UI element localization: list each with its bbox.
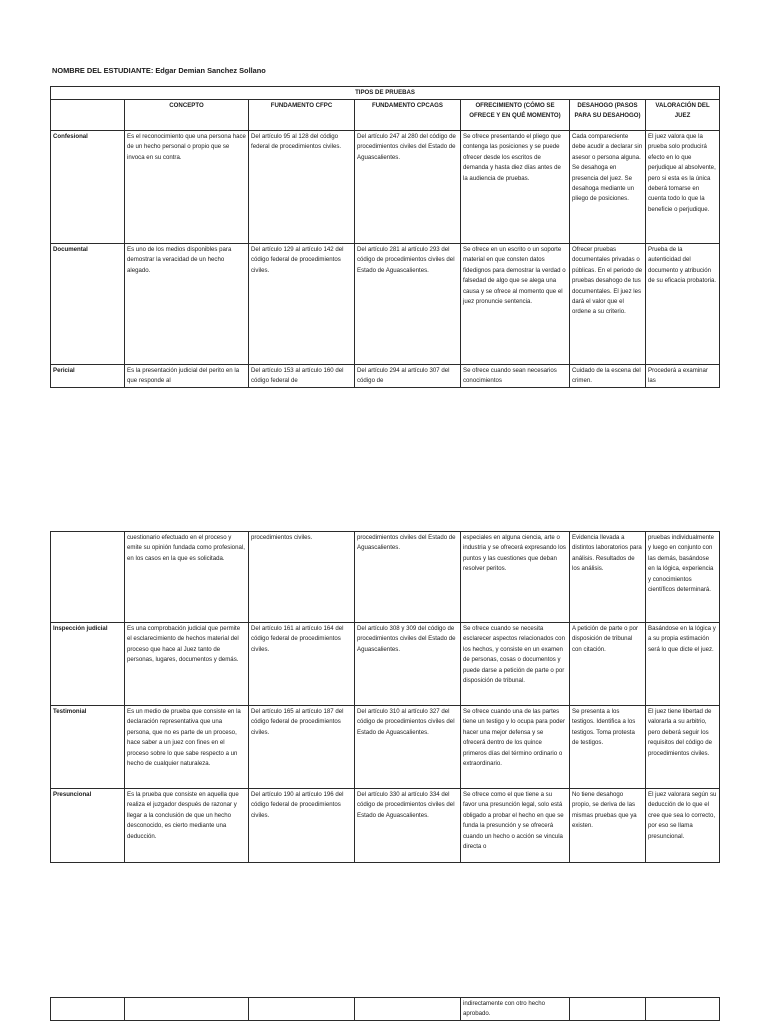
table-cell: Se ofrece presentando el pliego que contenga las posiciones y se puede ofrecer desde los escritos de demanda y hasta diez días antes de la audiencia de pruebas. (461, 131, 570, 244)
table-cell: Del artículo 310 al artículo 327 del código de procedimientos civiles del Estado de Aguascalientes. (355, 706, 461, 789)
evidence-types-table-page-1 (50, 86, 720, 388)
row-name-cell: Testimonial (51, 706, 125, 789)
table-row (51, 998, 720, 1021)
table-cell: El juez valora que la prueba solo producirá efecto en lo que perjudique al absolvente, pero si esta es la única deberá tomarse en cuenta todo lo que la beneficie o perjudique. (646, 131, 720, 244)
table-cell: Se ofrece en un escrito o un soporte material en que consten datos fidedignos para demostrar la verdad o falsedad de algo que se alega una causa y se ofrece al momento que el juez pronuncie sentencia. (461, 244, 570, 365)
table-cell: Del artículo 294 al artículo 307 del código de (355, 365, 461, 388)
header-concepto: CONCEPTO (125, 100, 249, 131)
table-cell: El juez tiene libertad de valorarla a su arbitrio, pero deberá seguir los requisitos del código de procedimientos civiles. (646, 706, 720, 789)
header-desahogo: DESAHOGO (PASOS PARA SU DESAHOGO) (570, 100, 646, 131)
table-cell: Se ofrece cuando sean necesarios conocimientos (461, 365, 570, 388)
row-name-cell (51, 998, 125, 1021)
row-name-cell (51, 532, 125, 623)
table-header-row (51, 100, 720, 131)
table-cell: Basándose en la lógica y a su propia estimación será lo que dicte el juez. (646, 623, 720, 706)
table-cell: Es la prueba que consiste en aquella que realiza el juzgador después de razonar y llegar a la conclusión de que un hecho desconocido, es cierto mediante una deducción. (125, 789, 249, 863)
evidence-types-table-page-2 (50, 531, 720, 863)
table-title: TIPOS DE PRUEBAS (51, 87, 720, 100)
table-cell: especiales en alguna ciencia, arte o industria y se ofrecerá expresando los puntos y las cuestiones que deban resolver peritos. (461, 532, 570, 623)
table-row (51, 706, 720, 789)
row-name-cell: Confesional (51, 131, 125, 244)
table-row (51, 532, 720, 623)
table-cell (125, 998, 249, 1021)
table-row (51, 244, 720, 365)
evidence-types-table-page-3 (50, 997, 720, 1021)
table-cell: indirectamente con otro hecho aprobado. (461, 998, 570, 1021)
table-cell: Cada compareciente debe acudir a declarar sin asesor o persona alguna. Se desahoga en presencia del juez. Se desahoga mediante un pliego de posiciones. (570, 131, 646, 244)
table-cell: A petición de parte o por disposición de tribunal con citación. (570, 623, 646, 706)
header-fundamento-cfpc: FUNDAMENTO CFPC (249, 100, 355, 131)
table-cell: Del artículo 153 al artículo 160 del código federal de (249, 365, 355, 388)
table-cell: Cuidado de la escena del crimen. (570, 365, 646, 388)
table-cell: Se ofrece como el que tiene a su favor una presunción legal, solo está obligado a probar el hecho en que se funda la presunción y se ofrecerá cuando un hecho o acción se vincula directa o (461, 789, 570, 863)
table-cell: Del artículo 95 al 128 del código federal de procedimientos civiles. (249, 131, 355, 244)
table-cell: Se ofrece cuando se necesita esclarecer aspectos relacionados con los hechos, y consiste en un examen de personas, cosas o documentos y puede darse a petición de parte o por disposición de tribunal. (461, 623, 570, 706)
table-cell: Del artículo 165 al artículo 187 del código federal de procedimientos civiles. (249, 706, 355, 789)
table-cell: Es un medio de prueba que consiste en la declaración representativa que una persona, que no es parte de un proceso, hace saber a un juez con fines en el proceso sobre lo que sabe respecto a un hecho de cualquier naturaleza. (125, 706, 249, 789)
header-valoracion: VALORACIÓN DEL JUEZ (646, 100, 720, 131)
table-cell: Del artículo 308 y 309 del código de procedimientos civiles del Estado de Aguascalientes. (355, 623, 461, 706)
table-cell: Ofrecer pruebas documentales privadas o públicas. En el periodo de pruebas desahogo de tus documentales. El juez les dará el valor que el ordene a su criterio. (570, 244, 646, 365)
table-cell: Del artículo 247 al 280 del código de procedimientos civiles del Estado de Aguascalientes. (355, 131, 461, 244)
table-row (51, 365, 720, 388)
table-cell: pruebas individualmente y luego en conjunto con las demás, basándose en la lógica, experiencia y conocimientos científicos determinará. (646, 532, 720, 623)
table-row (51, 623, 720, 706)
table-cell: Del artículo 330 al artículo 334 del código de procedimientos civiles del Estado de Aguascalientes. (355, 789, 461, 863)
table-cell: El juez valorara según su deducción de lo que el cree que sea lo correcto, por eso se llama presuncional. (646, 789, 720, 863)
table-cell: procedimientos civiles del Estado de Aguascalientes. (355, 532, 461, 623)
row-name-cell: Documental (51, 244, 125, 365)
table-cell (646, 998, 720, 1021)
table-cell: Del artículo 281 al artículo 293 del código de procedimientos civiles del Estado de Aguascalientes. (355, 244, 461, 365)
table-cell: Prueba de la autenticidad del documento y atribución de su eficacia probatoria. (646, 244, 720, 365)
table-cell (355, 998, 461, 1021)
header-empty-cell (51, 100, 125, 131)
table-row (51, 789, 720, 863)
table-cell: Se presenta a los testigos. Identifica a los testigos. Toma protesta de testigos. (570, 706, 646, 789)
table-cell: procedimientos civiles. (249, 532, 355, 623)
row-name-cell: Presuncional (51, 789, 125, 863)
student-name-line: NOMBRE DEL ESTUDIANTE: Edgar Demian Sanchez Sollano (52, 66, 266, 75)
table-cell: Evidencia llevada a distintos laboratorios para análisis. Resultados de los análisis. (570, 532, 646, 623)
table-cell: Es el reconocimiento que una persona hace de un hecho personal o propio que se invoca en su contra. (125, 131, 249, 244)
row-name-cell: Pericial (51, 365, 125, 388)
row-name-cell: Inspección judicial (51, 623, 125, 706)
table-cell: Del artículo 129 al artículo 142 del código federal de procedimientos civiles. (249, 244, 355, 365)
table-cell (249, 998, 355, 1021)
header-ofrecimiento: OFRECIMIENTO (CÓMO SE OFRECE Y EN QUÉ MOMENTO) (461, 100, 570, 131)
table-cell (570, 998, 646, 1021)
table-cell: Es uno de los medios disponibles para demostrar la veracidad de un hecho alegado. (125, 244, 249, 365)
table-title-row (51, 87, 720, 100)
table-cell: Procederá a examinar las (646, 365, 720, 388)
table-cell: Es una comprobación judicial que permite el esclarecimiento de hechos material del proceso que hace al Juez tanto de personas, lugares, documentos y demás. (125, 623, 249, 706)
table-cell: Se ofrece cuando una de las partes tiene un testigo y lo ocupa para poder hacer una mejor defensa y se ofrecerá dentro de los quince primeros días del término ordinario o extraordinario. (461, 706, 570, 789)
header-fundamento-cpcags: FUNDAMENTO CPCAGS (355, 100, 461, 131)
table-cell: Del artículo 190 al artículo 196 del código federal de procedimientos civiles. (249, 789, 355, 863)
table-cell: No tiene desahogo propio, se deriva de las mismas pruebas que ya existen. (570, 789, 646, 863)
table-cell: cuestionario efectuado en el proceso y emite su opinión fundada como profesional, en los casos en la que es solicitada. (125, 532, 249, 623)
table-cell: Es la presentación judicial del perito en la que responde al (125, 365, 249, 388)
table-cell: Del artículo 161 al artículo 164 del código federal de procedimientos civiles. (249, 623, 355, 706)
table-row (51, 131, 720, 244)
